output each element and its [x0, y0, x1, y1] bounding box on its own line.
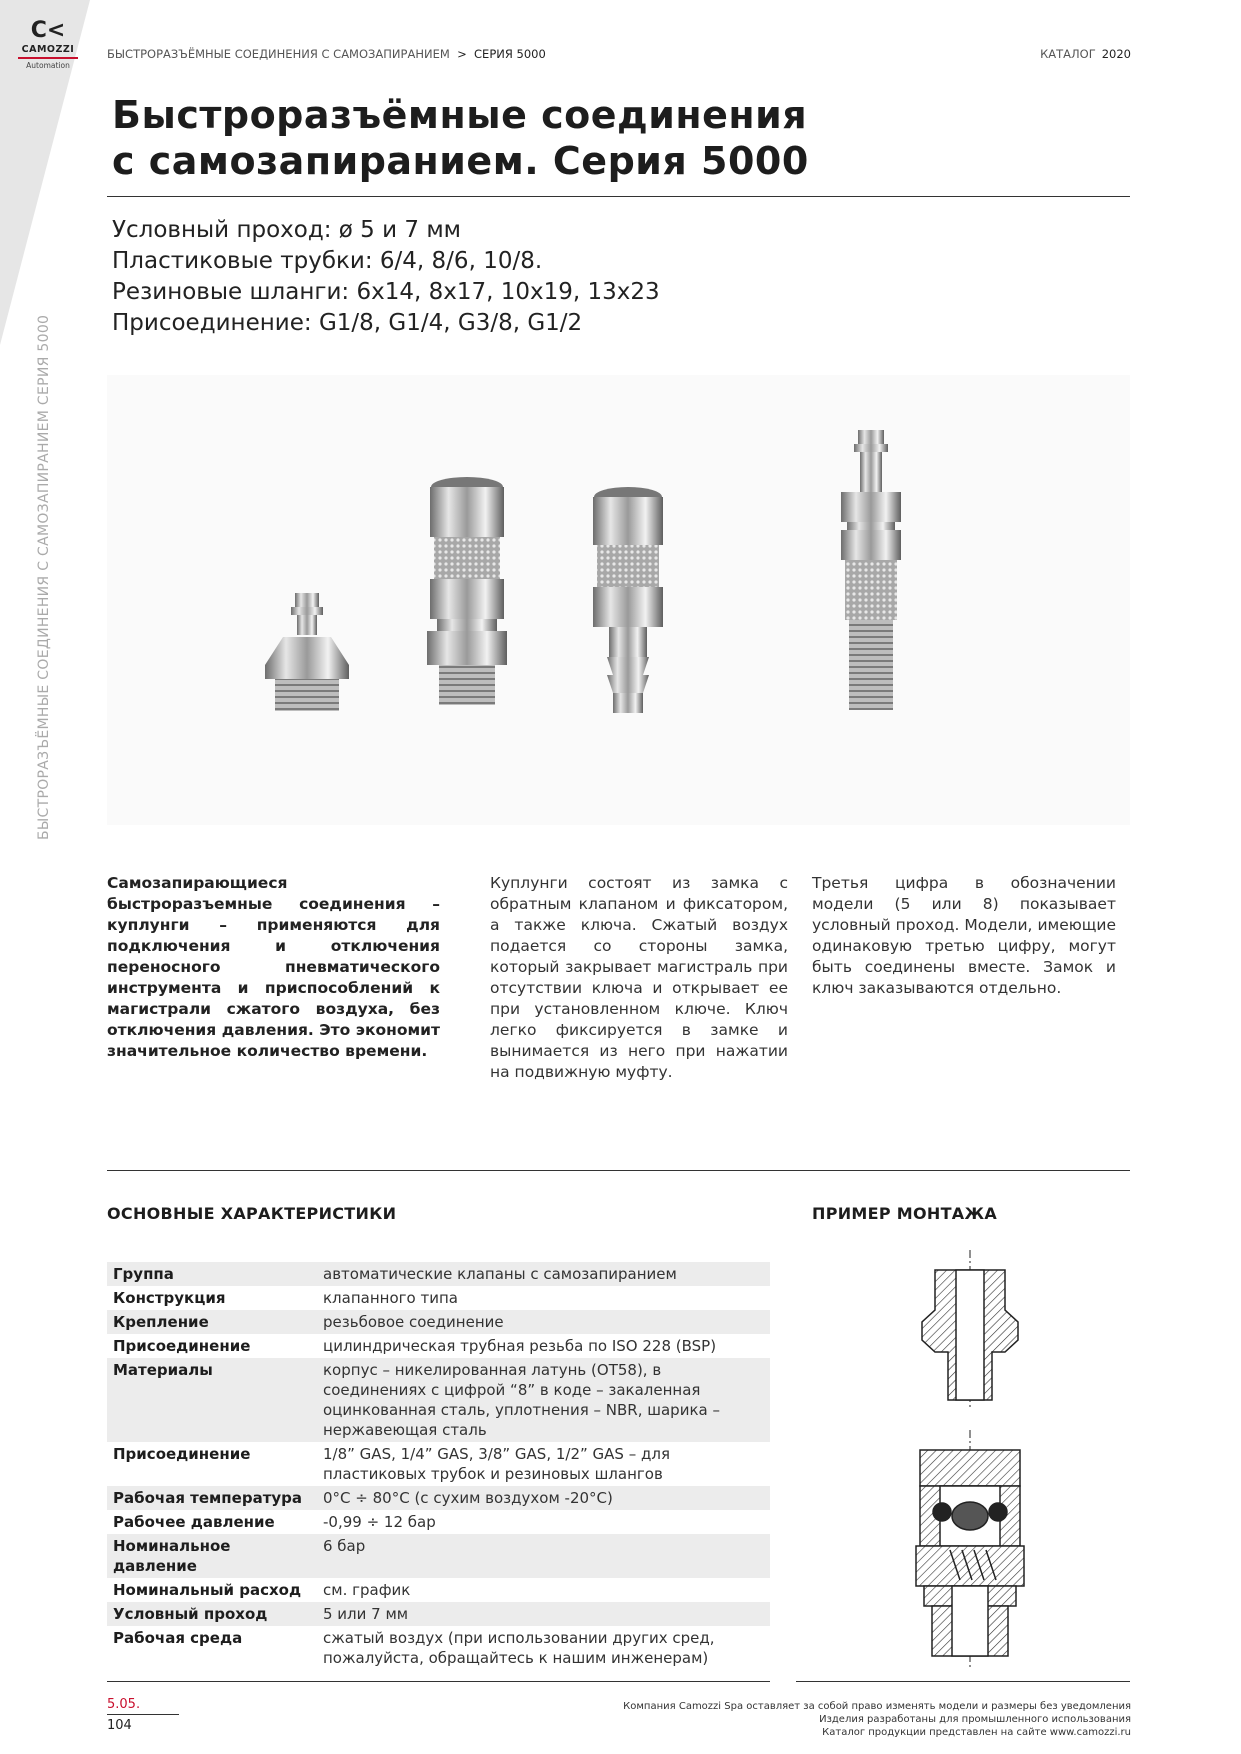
table-row [107, 1334, 770, 1358]
product-photo [107, 375, 1130, 825]
table-row [107, 1534, 770, 1578]
mounting-heading: ПРИМЕР МОНТАЖА [812, 1204, 998, 1223]
table-row [107, 1578, 770, 1602]
table-key: Номинальный расход [113, 1581, 302, 1599]
breadcrumb [107, 47, 546, 61]
footer-divider-right [796, 1681, 1130, 1682]
footer-notes [623, 1700, 1131, 1739]
table-value: резьбовое соединение [317, 1310, 770, 1334]
vertical-side-label: БЫСТРОРАЗЪЁМНЫЕ СОЕДИНЕНИЯ С САМОЗАПИРАНИЕМ СЕРИЯ 5000 [36, 314, 52, 840]
product-photo-image [107, 375, 1130, 825]
spec-line: Резиновые шланги: 6x14, 8x17, 10x19, 13x23 [112, 279, 660, 305]
page-title [112, 92, 809, 184]
breadcrumb-section: БЫСТРОРАЗЪЁМНЫЕ СОЕДИНЕНИЯ С САМОЗАПИРАНИЕМ [107, 47, 450, 61]
logo-mark-icon: C< [30, 18, 66, 43]
characteristics-table [107, 1262, 770, 1670]
table-key: Группа [107, 1262, 317, 1286]
table-value: клапанного типа [323, 1289, 458, 1307]
breadcrumb-current: СЕРИЯ 5000 [474, 47, 546, 61]
table-row [107, 1486, 770, 1510]
breadcrumb-separator: > [457, 47, 467, 61]
table-value: 1/8” GAS, 1/4” GAS, 3/8” GAS, 1/2” GAS – для пластиковых трубок и резиновых шлангов [323, 1445, 670, 1483]
title-line-2: с самозапиранием. Серия 5000 [112, 139, 809, 183]
table-value: 6 бар [317, 1534, 770, 1578]
socket-section-drawing [916, 1430, 1024, 1670]
table-row [107, 1510, 770, 1534]
logo-red-bar [18, 57, 78, 59]
section-reference: 5.05. [107, 1697, 141, 1712]
intro-column-1: Самозапирающиеся быстроразъемные соединения – куплунги – применяются для подключения и отключения переносного пневматического инструмента и приспособлений к магистрали сжатого воздуха, без отключения давления. Это экономит значительное количество времени. [107, 874, 440, 1060]
intro-column-2: Куплунги состоят из замка с обратным клапаном и фиксатором, а также ключа. Сжатый воздух подается со стороны замка, который закрывает магистраль при отсутствии ключа и открывает ее при установленном ключе. Ключ легко фиксируется в замке и вынимается из него при нажатии на подвижную муфту. [490, 874, 788, 1081]
plug-spring-guard [841, 430, 901, 710]
catalog-label [1040, 47, 1131, 61]
footer-note: Изделия разработаны для промышленного использования [819, 1714, 1131, 1725]
table-value: 5 или 7 мм [317, 1602, 770, 1626]
title-line-1: Быстроразъёмные соединения [112, 93, 808, 137]
logo-tagline: Automation [26, 61, 70, 70]
spec-line: Присоединение: G1/8, G1/4, G3/8, G1/2 [112, 310, 583, 336]
plug-small [265, 593, 349, 711]
plug-section-drawing [922, 1250, 1018, 1410]
table-key: Присоединение [113, 1445, 251, 1463]
table-key: Рабочая температура [107, 1486, 317, 1510]
table-row [107, 1602, 770, 1626]
section-reference-underline [107, 1714, 179, 1715]
footer-note: Компания Camozzi Spa оставляет за собой право изменять модели и размеры без уведомления [623, 1701, 1131, 1712]
table-row [107, 1626, 770, 1670]
table-value: цилиндрическая трубная резьба по ISO 228 (BSP) [323, 1337, 717, 1355]
mounting-diagram [890, 1250, 1050, 1670]
spec-line: Пластиковые трубки: 6/4, 8/6, 10/8. [112, 248, 543, 274]
table-value: 0°C ÷ 80°C (с сухим воздухом -20°C) [317, 1486, 770, 1510]
table-row [107, 1442, 770, 1486]
table-key: Рабочее давление [113, 1513, 275, 1531]
table-key: Материалы [107, 1358, 317, 1442]
table-key: Номинальное давление [107, 1534, 317, 1578]
table-value: корпус – никелированная латунь (OT58), в соединениях с цифрой “8” в коде – закаленная оцинкованная сталь, уплотнения – NBR, шарика – нержавеющая сталь [317, 1358, 770, 1442]
socket-threaded [427, 477, 507, 705]
characteristics-heading: ОСНОВНЫЕ ХАРАКТЕРИСТИКИ [107, 1204, 397, 1223]
table-value: см. график [323, 1581, 411, 1599]
table-value: -0,99 ÷ 12 бар [323, 1513, 436, 1531]
spec-list [112, 215, 660, 339]
logo-brand-name: CAMOZZI [21, 44, 75, 55]
footer-divider-left [107, 1681, 770, 1682]
table-key: Условный проход [107, 1602, 317, 1626]
catalog-year: 2020 [1101, 47, 1131, 61]
table-row [107, 1286, 770, 1310]
socket-hose-barb [593, 487, 663, 713]
table-value: автоматические клапаны с самозапиранием [317, 1262, 770, 1286]
table-row [107, 1262, 770, 1286]
table-key: Конструкция [113, 1289, 226, 1307]
table-value: сжатый воздух (при использовании других сред, пожалуйста, обращайтесь к нашим инженерам) [323, 1629, 715, 1667]
title-divider [107, 196, 1130, 197]
table-row [107, 1358, 770, 1442]
table-key: Крепление [107, 1310, 317, 1334]
section-divider [107, 1170, 1130, 1171]
footer-note: Каталог продукции представлен на сайте www.camozzi.ru [822, 1727, 1131, 1738]
spec-line: Условный проход: ø 5 и 7 мм [112, 217, 462, 243]
table-key: Присоединение [113, 1337, 251, 1355]
camozzi-logo [14, 20, 82, 70]
table-key: Рабочая среда [113, 1629, 243, 1647]
catalog-text: КАТАЛОГ [1040, 47, 1096, 61]
intro-column-3: Третья цифра в обозначении модели (5 или 8) показывает условный проход. Модели, имеющие одинаковую третью цифру, могут быть соединены вместе. Замок и ключ заказываются отдельно. [812, 874, 1116, 997]
page-number: 104 [107, 1718, 132, 1733]
table-row [107, 1310, 770, 1334]
